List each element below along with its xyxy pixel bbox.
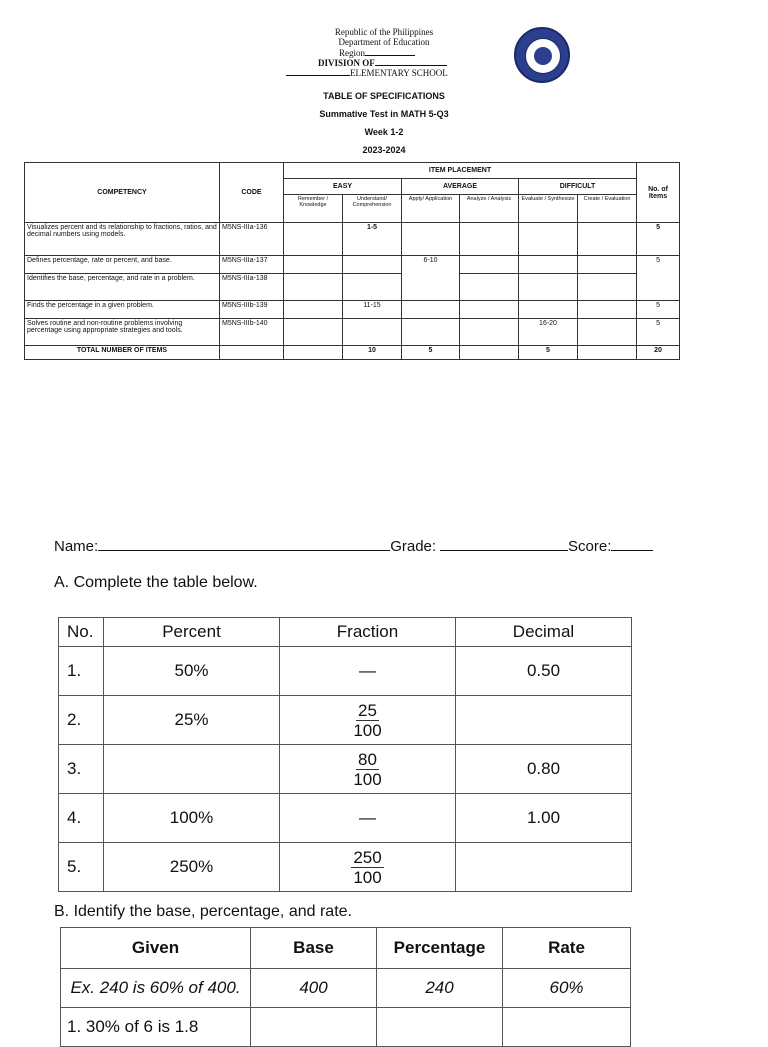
cell	[578, 346, 637, 360]
cell	[578, 256, 637, 274]
percent-cell: 25%	[104, 696, 280, 745]
cell	[284, 301, 343, 319]
sub-remember: Remember / Knowledge	[284, 195, 343, 223]
cell	[460, 301, 519, 319]
items-cell: 5	[637, 256, 680, 301]
tos-subtitle: Summative Test in MATH 5-Q3	[319, 109, 449, 119]
cell	[519, 301, 578, 319]
decimal-cell: 0.80	[456, 745, 632, 794]
numerator: 250	[353, 847, 382, 867]
total-cell: 5	[519, 346, 578, 360]
fraction-cell	[280, 696, 456, 745]
fraction-cell	[280, 843, 456, 892]
fraction-cell: —	[280, 794, 456, 843]
no-items-header: No. of Items	[637, 163, 680, 223]
tos-row	[25, 256, 680, 274]
denominator: 100	[353, 720, 382, 740]
tos-year: 2023-2024	[362, 145, 406, 155]
tos-table	[24, 162, 680, 360]
items-cell: 5	[637, 319, 680, 346]
numerator: 25	[358, 700, 377, 720]
total-cell: 10	[343, 346, 402, 360]
decimal-cell[interactable]	[456, 843, 632, 892]
row-number: 3.	[59, 745, 104, 794]
name-label: Name:	[54, 538, 99, 555]
cell: 1-5	[343, 223, 402, 256]
cell	[402, 319, 460, 346]
cell: 16-20	[519, 319, 578, 346]
cell	[578, 319, 637, 346]
items-cell: 5	[637, 223, 680, 256]
cell: 6-10	[402, 256, 460, 301]
cell	[519, 256, 578, 274]
row-number: 5.	[59, 843, 104, 892]
cell	[578, 274, 637, 301]
sub-understand: Understand/ Comprehension	[343, 195, 402, 223]
table-row	[59, 745, 632, 794]
cell	[284, 319, 343, 346]
cell	[343, 319, 402, 346]
col-fraction-header: Fraction	[280, 618, 456, 647]
percent-cell[interactable]	[104, 745, 280, 794]
code-cell: M5NS-IIIa-136	[220, 223, 284, 256]
col-given-header: Given	[61, 928, 251, 969]
cell	[519, 223, 578, 256]
table-row	[61, 969, 631, 1008]
base-cell: 400	[251, 969, 377, 1008]
easy-header: EASY	[284, 179, 402, 195]
tos-week: Week 1-2	[364, 127, 404, 137]
denominator: 100	[353, 769, 382, 789]
percentage-cell: 240	[377, 969, 503, 1008]
cell	[460, 346, 519, 360]
cell	[343, 256, 402, 274]
cell: 11-15	[343, 301, 402, 319]
header-republic: Republic of the Philippines	[334, 27, 434, 37]
header-division: DIVISION OF	[318, 58, 447, 68]
sub-apply: Apply/ Application	[402, 195, 460, 223]
row-number: 4.	[59, 794, 104, 843]
decimal-cell: 1.00	[456, 794, 632, 843]
given-cell: 1. 30% of 6 is 1.8	[61, 1008, 251, 1047]
row-number: 1.	[59, 647, 104, 696]
score-field[interactable]	[611, 550, 653, 551]
part-b-instruction: B. Identify the base, percentage, and rate.	[54, 903, 352, 920]
score-label: Score:	[568, 538, 612, 555]
col-decimal-header: Decimal	[456, 618, 632, 647]
cell	[578, 301, 637, 319]
total-label: TOTAL NUMBER OF ITEMS	[25, 346, 220, 360]
given-cell: Ex. 240 is 60% of 400.	[61, 969, 251, 1008]
total-items-cell: 20	[637, 346, 680, 360]
header-school: ELEMENTARY SCHOOL	[286, 68, 448, 78]
table-b	[60, 927, 631, 1047]
code-cell: M5NS-IIIa-138	[220, 274, 284, 301]
competency-cell: Identifies the base, percentage, and rate in a problem.	[25, 274, 220, 301]
col-rate-header: Rate	[503, 928, 631, 969]
grade-label: Grade:	[390, 538, 437, 555]
competency-cell: Defines percentage, rate or percent, and base.	[25, 256, 220, 274]
difficult-header: DIFFICULT	[519, 179, 637, 195]
cell	[460, 274, 519, 301]
table-row	[59, 843, 632, 892]
cell	[460, 319, 519, 346]
decimal-cell: 0.50	[456, 647, 632, 696]
tos-row	[25, 274, 680, 301]
fraction-cell	[280, 745, 456, 794]
cell	[402, 223, 460, 256]
competency-cell: Finds the percentage in a given problem.	[25, 301, 220, 319]
table-row	[59, 647, 632, 696]
col-base-header: Base	[251, 928, 377, 969]
item-placement-header: ITEM PLACEMENT	[284, 163, 637, 179]
average-header: AVERAGE	[402, 179, 519, 195]
code-cell: M5NS-IIIa-137	[220, 256, 284, 274]
col-no-header: No.	[59, 618, 104, 647]
sub-create: Create / Evaluation	[578, 195, 637, 223]
name-field[interactable]	[98, 550, 390, 551]
tos-row	[25, 301, 680, 319]
percent-cell: 50%	[104, 647, 280, 696]
percent-cell: 250%	[104, 843, 280, 892]
cell	[284, 223, 343, 256]
table-row	[59, 794, 632, 843]
cell	[284, 346, 343, 360]
cell	[284, 274, 343, 301]
items-cell: 5	[637, 301, 680, 319]
part-a-instruction: A. Complete the table below.	[54, 574, 258, 591]
sub-analyze: Analyze / Analysis	[460, 195, 519, 223]
tos-row	[25, 319, 680, 346]
header-department: Department of Education	[338, 37, 430, 47]
row-number: 2.	[59, 696, 104, 745]
total-cell: 5	[402, 346, 460, 360]
cell	[460, 223, 519, 256]
table-row	[61, 1008, 631, 1047]
cell	[284, 256, 343, 274]
cell	[460, 256, 519, 274]
base-cell[interactable]	[251, 1008, 377, 1047]
code-cell: M5NS-IIIb-140	[220, 319, 284, 346]
tos-row	[25, 223, 680, 256]
tos-title: TABLE OF SPECIFICATIONS	[323, 91, 445, 101]
competency-cell: Solves routine and non-routine problems involving percentage using appropriate strategies and tools.	[25, 319, 220, 346]
denominator: 100	[353, 867, 382, 887]
code-cell: M5NS-IIIb-139	[220, 301, 284, 319]
name-line	[54, 538, 653, 555]
deped-seal-logo	[514, 27, 570, 83]
table-a	[58, 617, 632, 892]
fraction-cell: —	[280, 647, 456, 696]
rate-cell: 60%	[503, 969, 631, 1008]
col-percent-header: Percent	[104, 618, 280, 647]
grade-field[interactable]	[440, 550, 568, 551]
table-row	[59, 696, 632, 745]
numerator: 80	[358, 749, 377, 769]
code-header: CODE	[220, 163, 284, 223]
header-region: Region	[339, 48, 415, 58]
percentage-cell[interactable]	[377, 1008, 503, 1047]
cell	[578, 223, 637, 256]
competency-cell: Visualizes percent and its relationship to fractions, ratios, and decimal numbers using models.	[25, 223, 220, 256]
cell	[220, 346, 284, 360]
tos-total-row	[25, 346, 680, 360]
sub-evaluate: Evaluate / Synthesize	[519, 195, 578, 223]
col-percentage-header: Percentage	[377, 928, 503, 969]
percent-cell: 100%	[104, 794, 280, 843]
cell	[343, 274, 402, 301]
competency-header: COMPETENCY	[25, 163, 220, 223]
cell	[402, 301, 460, 319]
decimal-cell[interactable]	[456, 696, 632, 745]
cell	[519, 274, 578, 301]
rate-cell[interactable]	[503, 1008, 631, 1047]
